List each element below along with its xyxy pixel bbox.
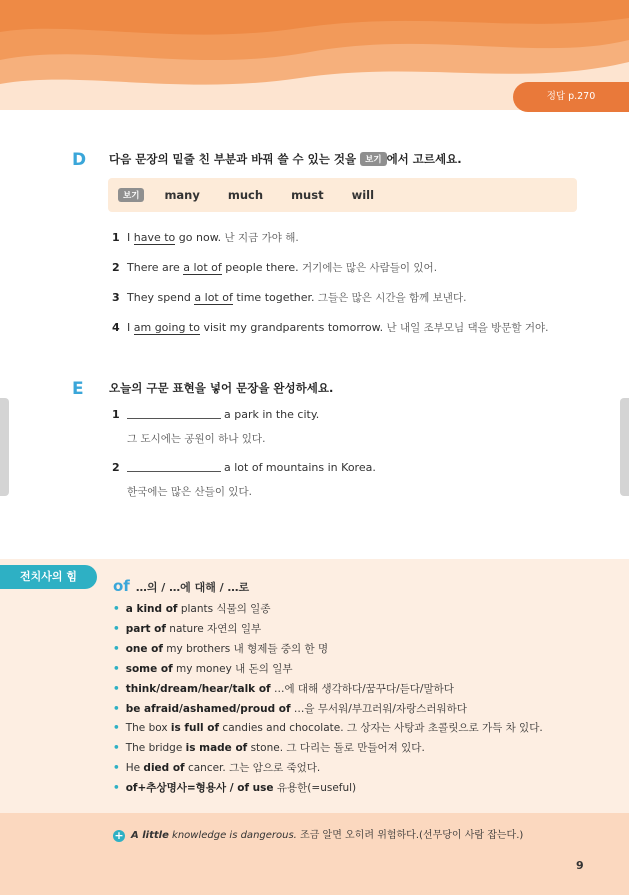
tip-bold-phrase: one of <box>125 642 163 655</box>
item-text: go now. <box>175 231 222 244</box>
bullet-dot: • <box>113 603 120 615</box>
left-side-tab <box>0 398 9 496</box>
bullet-dot: • <box>113 622 120 635</box>
proverb-line <box>113 826 523 842</box>
tip-text: …에 대해 생각하다/꿈꾸다/듣다/말하다 <box>270 682 454 695</box>
tip-list-item <box>113 739 543 759</box>
tip-text: candies and chocolate. 그 상자는 사탕과 초콜릿으로 가득 차 있다. <box>219 722 543 735</box>
proverb-korean: 조금 알면 오히려 위험하다.(선무당이 사람 잡는다.) <box>296 830 524 841</box>
tip-text: nature 자연의 일부 <box>165 622 262 635</box>
tip-meaning: …의 / …에 대해 / …로 <box>135 581 250 594</box>
tip-bold-phrase: died of <box>143 762 185 775</box>
tip-heading <box>113 577 249 595</box>
korean-translation: 난 지금 가야 해. <box>221 232 299 244</box>
answer-blank[interactable] <box>127 408 221 419</box>
section-e-translation: 한국에는 많은 산들이 있다. <box>127 486 252 498</box>
item-number: 4 <box>112 321 120 334</box>
proverb-bold: A little <box>131 830 169 841</box>
page-number: 9 <box>576 859 584 872</box>
item-text: There are <box>127 261 184 274</box>
section-d-item <box>112 320 549 335</box>
item-text: time together. <box>232 291 315 304</box>
item-number: 3 <box>112 291 120 304</box>
item-number: 1 <box>112 408 120 421</box>
item-text: a lot of mountains in Korea. <box>224 461 376 474</box>
bullet-dot: • <box>113 722 120 735</box>
tip-list-item <box>113 759 543 779</box>
tip-list-item <box>113 640 543 660</box>
tip-text: my brothers 내 형제들 중의 한 명 <box>162 642 329 655</box>
bullet-dot: • <box>113 782 120 795</box>
word-bank-tag: 보기 <box>118 188 144 202</box>
underlined-phrase: am going to <box>133 321 200 334</box>
tip-bold-phrase: part of <box>125 622 166 635</box>
tip-text: …을 무서워/부끄러워/자랑스러워하다 <box>290 702 467 715</box>
section-d-item <box>112 260 437 275</box>
section-e-instruction: 오늘의 구문 표현을 넣어 문장을 완성하세요. <box>109 381 334 395</box>
proverb-italic: knowledge is dangerous. <box>168 830 297 841</box>
bullet-dot: • <box>113 642 120 655</box>
tip-text: The bridge <box>125 742 186 755</box>
tip-badge: 전치사의 힘 <box>0 565 97 589</box>
item-text: people there. <box>221 261 299 274</box>
instruction-tag: 보기 <box>360 152 386 166</box>
item-number: 2 <box>112 461 120 474</box>
item-text: a park in the city. <box>224 408 320 421</box>
korean-translation: 난 내일 조부모님 댁을 방문할 거야. <box>383 322 549 334</box>
section-e-letter: E <box>72 379 84 399</box>
bullet-dot: • <box>113 742 120 755</box>
tip-list-item <box>113 700 543 720</box>
tip-text: plants 식물의 일종 <box>177 603 271 615</box>
section-d-item <box>112 290 466 305</box>
section-e-translation: 그 도시에는 공원이 하나 있다. <box>127 433 266 445</box>
tip-list-item <box>113 719 543 739</box>
item-text: They spend <box>127 291 195 304</box>
section-e-item <box>112 461 376 474</box>
bullet-dot: • <box>113 762 120 775</box>
tip-list <box>113 600 543 799</box>
section-e-item <box>112 408 319 421</box>
bullet-dot: • <box>113 682 120 695</box>
tip-list-item <box>113 620 543 640</box>
korean-translation: 거기에는 많은 사람들이 있어. <box>298 262 438 274</box>
tip-list-item <box>113 680 543 700</box>
korean-translation: 그들은 많은 시간을 함께 보낸다. <box>314 292 467 304</box>
item-text: visit my grandparents tomorrow. <box>199 321 384 334</box>
instruction-pre: 다음 문장의 밑줄 친 부분과 바꿔 쓸 수 있는 것을 <box>109 152 357 166</box>
word-bank-box <box>108 178 577 212</box>
tip-bold-phrase: think/dream/hear/talk of <box>125 682 271 695</box>
tip-list-item <box>113 779 543 799</box>
item-number: 2 <box>112 261 120 274</box>
word-bank-item: many <box>164 188 200 202</box>
section-d-item <box>112 230 299 245</box>
item-text: I <box>127 231 134 244</box>
tip-bold-phrase: of+추상명사=형용사 / of use <box>125 782 274 795</box>
word-bank-item: much <box>227 188 264 202</box>
word-bank-item: must <box>291 188 324 202</box>
item-text: I <box>127 321 134 334</box>
answer-blank[interactable] <box>127 461 221 472</box>
tip-bold-phrase: be afraid/ashamed/proud of <box>125 702 291 715</box>
item-number: 1 <box>112 231 120 244</box>
right-side-tab <box>620 398 629 496</box>
tip-text: my money 내 돈의 일부 <box>172 662 293 675</box>
section-d-letter: D <box>72 150 87 170</box>
tip-list-item <box>113 600 543 620</box>
tip-text: cancer. 그는 암으로 죽었다. <box>184 762 321 775</box>
tip-text: 유용한(=useful) <box>273 782 357 795</box>
underlined-phrase: have to <box>133 231 176 244</box>
section-d-instruction <box>109 151 462 167</box>
tip-text: stone. 그 다리는 돌로 만들어져 있다. <box>247 742 425 755</box>
tip-keyword: of <box>113 577 130 595</box>
instruction-post: 에서 고르세요. <box>386 152 462 166</box>
tip-text: He <box>125 762 144 775</box>
tip-text: The box <box>125 722 171 735</box>
word-bank-item: will <box>351 188 375 202</box>
tip-bold-phrase: some of <box>125 662 173 675</box>
underlined-phrase: a lot of <box>183 261 222 274</box>
tip-bold-phrase: a kind of <box>125 603 178 615</box>
plus-icon: + <box>114 829 124 842</box>
answer-reference-tab: 정답 p.270 <box>513 82 629 112</box>
bullet-dot: • <box>113 702 120 715</box>
tip-list-item <box>113 660 543 680</box>
tip-bold-phrase: is full of <box>170 722 220 735</box>
bullet-dot: • <box>113 662 120 675</box>
tip-bold-phrase: is made of <box>185 742 248 755</box>
underlined-phrase: a lot of <box>194 291 233 304</box>
